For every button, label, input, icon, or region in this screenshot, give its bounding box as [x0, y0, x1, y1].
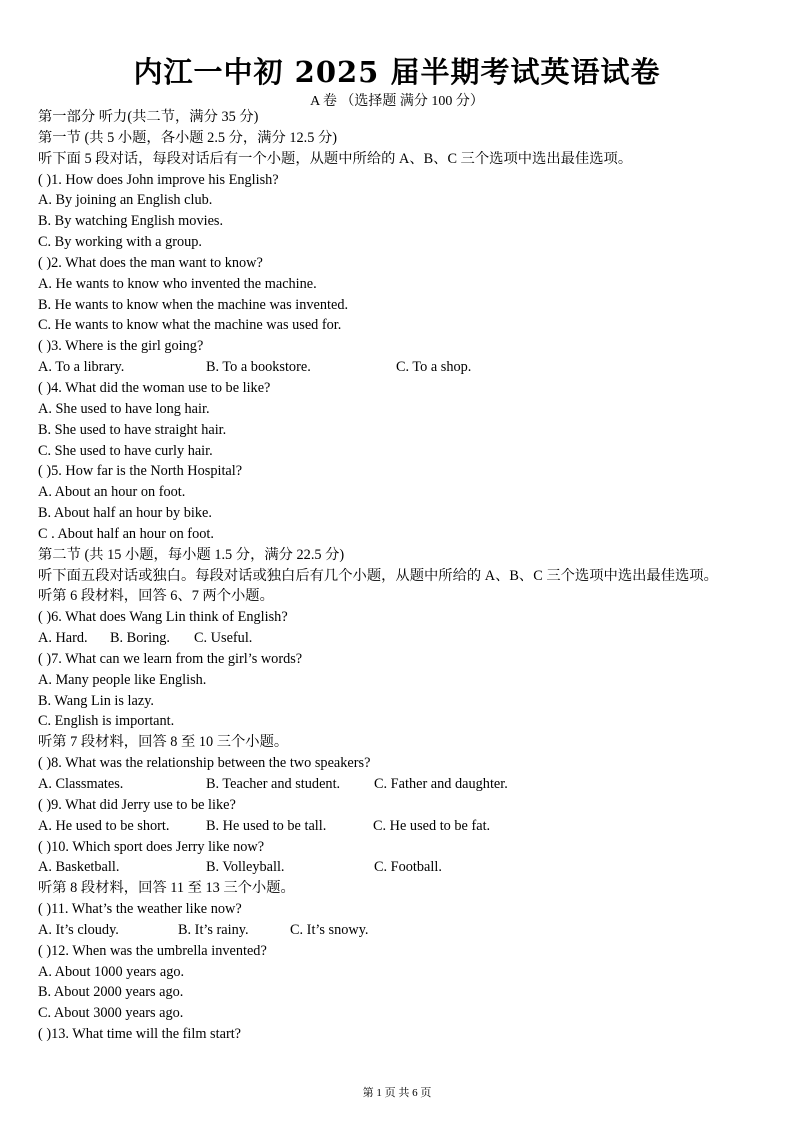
option-c: C. By working with a group.: [38, 234, 203, 251]
question-stem: ( )1. How does John improve his English?: [38, 171, 279, 188]
question-stem: ( )13. What time will the film start?: [38, 1026, 242, 1043]
option-c: C. She used to have curly hair.: [38, 442, 213, 459]
question-stem: ( )5. How far is the North Hospital?: [38, 463, 243, 480]
option-b: B. About 2000 years ago.: [38, 984, 184, 1001]
option-row: [38, 774, 760, 795]
exam-title: 内江一中初 2025 届半期考试英语试卷: [133, 55, 661, 89]
option-a: A. He used to be short.: [38, 817, 170, 834]
material-heading: 听第 8 段材料，回答 11 至 13 三个小题。: [38, 880, 295, 897]
option-b: B. She used to have straight hair.: [38, 421, 227, 438]
section-heading: 第二节 (共 15 小题，每小题 1.5 分，满分 22.5 分): [38, 546, 345, 563]
exam-subtitle: A 卷 （选择题 满分 100 分）: [310, 94, 484, 109]
exam-body: [38, 107, 760, 1045]
option-row: [38, 816, 760, 837]
question-stem: ( )9. What did Jerry use to be like?: [38, 796, 236, 813]
question-stem: ( )6. What does Wang Lin think of English?: [38, 609, 288, 626]
option-row: [38, 628, 760, 649]
section-instruction: 听下面五段对话或独白。每段对话或独白后有几个小题，从题中所给的 A、B、C 三个选项中选出最佳选项。: [38, 567, 718, 584]
option-a: A. Basketball.: [38, 859, 120, 876]
option-b: B. Teacher and student.: [206, 776, 341, 792]
option-a: A. It’s cloudy.: [38, 921, 119, 938]
option-a: A. Hard.: [38, 630, 88, 647]
material-heading: 听第 7 段材料，回答 8 至 10 三个小题。: [38, 734, 289, 751]
option-row: [38, 857, 760, 878]
option-b: B. Volleyball.: [206, 859, 285, 876]
option-c: C. It’s snowy.: [290, 921, 369, 938]
option-c: C. English is important.: [38, 713, 175, 730]
option-b: B. It’s rainy.: [178, 921, 249, 938]
option-a: A. To a library.: [38, 359, 125, 376]
option-row: [38, 357, 760, 378]
option-c: C. He used to be fat.: [373, 817, 491, 834]
part-heading: 第一部分 听力(共二节，满分 35 分): [38, 109, 259, 125]
option-c: C. Useful.: [194, 630, 253, 647]
option-c: C. He wants to know what the machine was used for.: [38, 317, 342, 334]
material-heading: 听第 6 段材料，回答 6、7 两个小题。: [38, 588, 274, 605]
question-stem: ( )3. Where is the girl going?: [38, 338, 204, 355]
question-stem: ( )7. What can we learn from the girl’s words?: [38, 650, 303, 667]
option-a: A. Many people like English.: [38, 671, 207, 688]
option-c: C. Father and daughter.: [374, 776, 508, 792]
option-c: C. About 3000 years ago.: [38, 1005, 184, 1022]
option-a: A. By joining an English club.: [38, 192, 213, 209]
option-b: B. He used to be tall.: [206, 817, 327, 834]
section-heading: 第一节 (共 5 小题，各小题 2.5 分，满分 12.5 分): [38, 129, 338, 146]
option-a: A. She used to have long hair.: [38, 400, 210, 417]
option-a: A. About an hour on foot.: [38, 484, 186, 501]
question-stem: ( )2. What does the man want to know?: [38, 254, 263, 271]
option-row: [38, 920, 760, 941]
option-b: B. To a bookstore.: [206, 359, 311, 376]
option-c: C . About half an hour on foot.: [38, 525, 214, 542]
question-stem: ( )10. Which sport does Jerry like now?: [38, 838, 265, 855]
option-b: B. Wang Lin is lazy.: [38, 692, 154, 709]
question-stem: ( )12. When was the umbrella invented?: [38, 942, 267, 959]
option-b: B. About half an hour by bike.: [38, 505, 212, 522]
section-instruction: 听下面 5 段对话，每段对话后有一个小题，从题中所给的 A、B、C 三个选项中选出最佳选项。: [38, 150, 633, 167]
question-stem: ( )11. What’s the weather like now?: [38, 901, 242, 918]
option-a: A. About 1000 years ago.: [38, 963, 185, 980]
option-b: B. He wants to know when the machine was invented.: [38, 296, 349, 313]
option-c: C. Football.: [374, 859, 442, 876]
option-c: C. To a shop.: [396, 359, 472, 376]
option-b: B. By watching English movies.: [38, 213, 224, 230]
page-footer: 第 1 页 共 6 页: [362, 1087, 432, 1099]
option-a: A. Classmates.: [38, 776, 124, 792]
question-stem: ( )8. What was the relationship between the two speakers?: [38, 755, 371, 772]
question-stem: ( )4. What did the woman use to be like?: [38, 379, 271, 396]
option-b: B. Boring.: [110, 630, 170, 647]
option-a: A. He wants to know who invented the machine.: [38, 275, 317, 292]
